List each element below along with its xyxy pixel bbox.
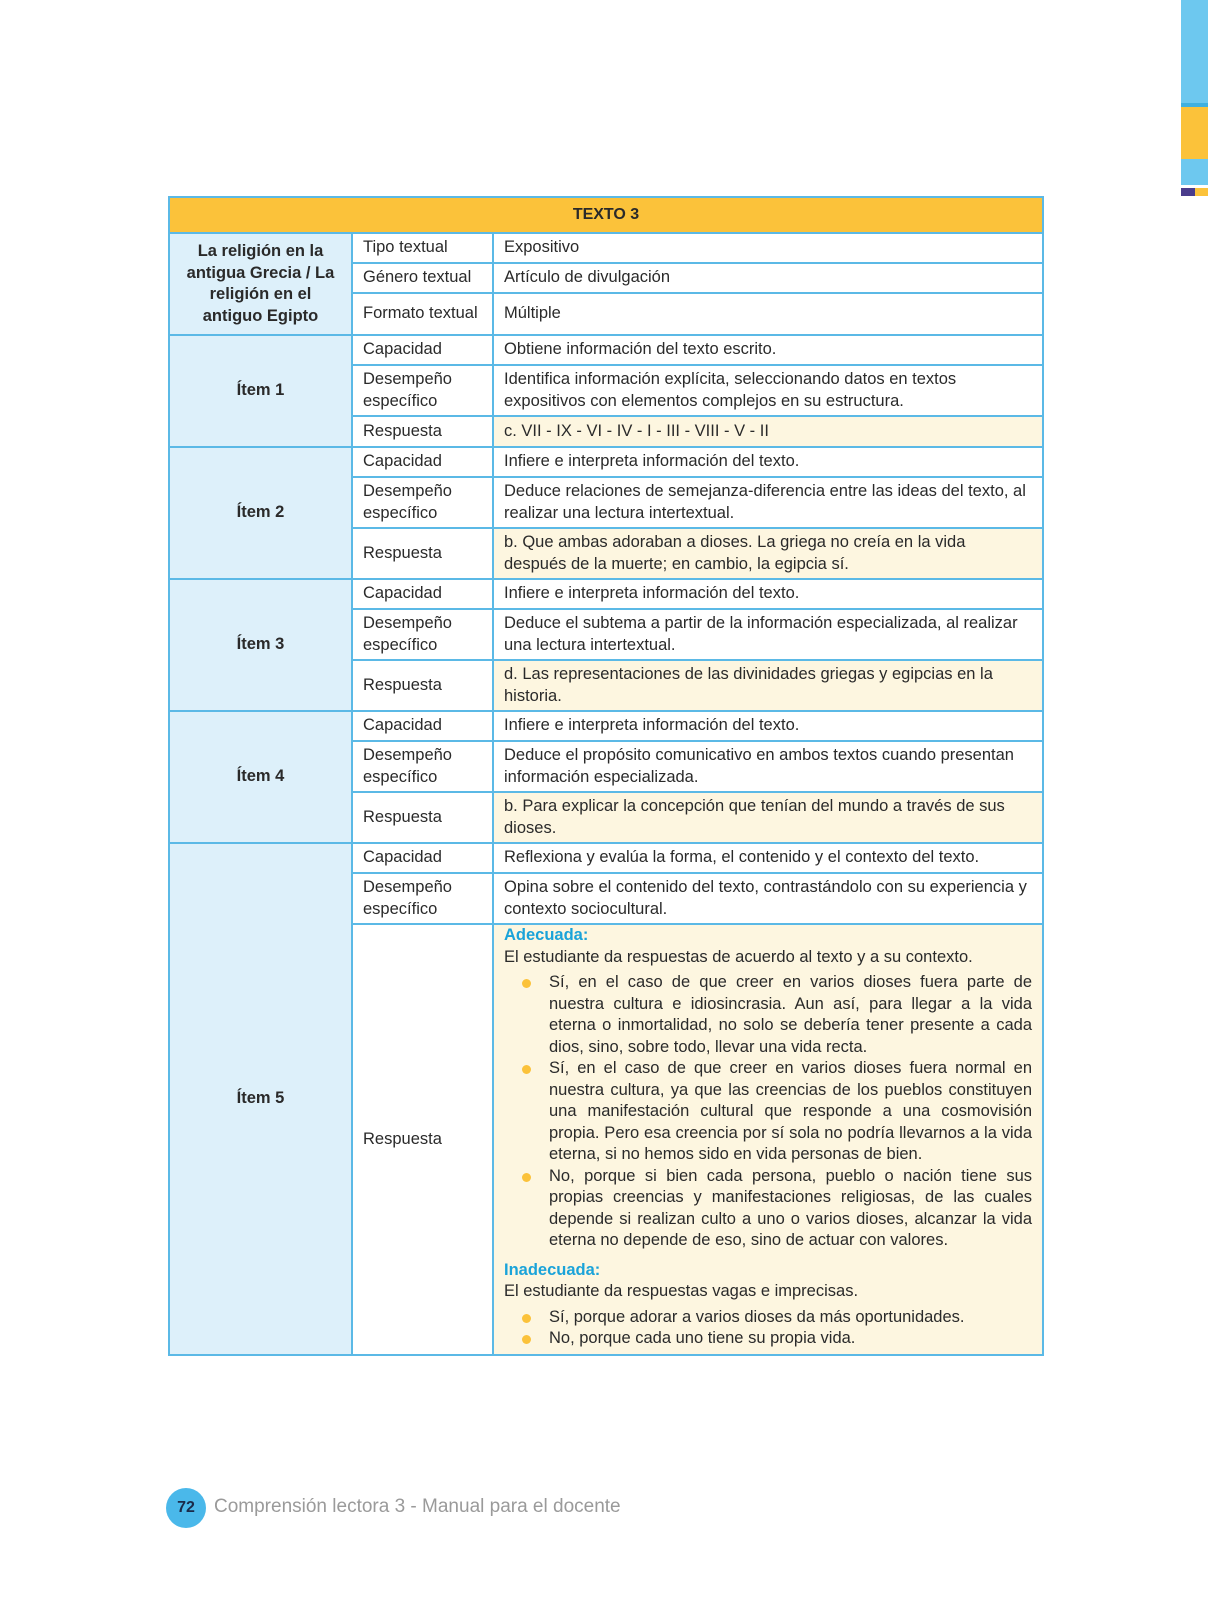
edge-decoration-blue [1181, 165, 1208, 185]
respuesta-label: Respuesta [352, 924, 493, 1355]
desempeno-label: Desempeño específico [352, 477, 493, 528]
table-heading: TEXTO 3 [169, 197, 1043, 233]
desempeno-value: Deduce relaciones de semejanza-diferencia entre las ideas del texto, al realizar una lectura intertextual. [493, 477, 1043, 528]
adecuada-description: El estudiante da respuestas de acuerdo al texto y a su contexto. [504, 947, 973, 966]
page-number: 72 [166, 1488, 206, 1528]
edge-decoration-purple [1181, 188, 1195, 196]
row-value: Artículo de divulgación [493, 263, 1043, 293]
capacidad-label: Capacidad [352, 447, 493, 477]
text-title: La religión en la antigua Grecia / La religión en el antiguo Egipto [169, 233, 352, 335]
capacidad-value: Obtiene información del texto escrito. [493, 335, 1043, 365]
capacidad-value: Infiere e interpreta información del texto. [493, 579, 1043, 609]
row-value: Múltiple [493, 293, 1043, 335]
desempeno-value: Deduce el subtema a partir de la información especializada, al realizar una lectura intertextual. [493, 609, 1043, 660]
list-item: No, porque si bien cada persona, pueblo o nación tiene sus propias creencias y manifestaciones religiosas, de las cuales depende si realizan culto a uno o varios dioses, alcanzar la vida eterna no depende de eso, sino de actuar con valores. [549, 1166, 1032, 1252]
list-item: Sí, en el caso de que creer en varios dioses fuera parte de nuestra cultura e idiosincrasia. Aun así, para llegar a la vida eterna o inmortalidad, no solo se debería tener presente a cada dios, sino, sobre todo, llevar una vida recta. [549, 972, 1032, 1058]
desempeno-value: Opina sobre el contenido del texto, contrastándolo con su experiencia y contexto sociocultural. [493, 873, 1043, 924]
respuesta-value: b. Que ambas adoraban a dioses. La griega no creía en la vida después de la muerte; en cambio, la egipcia sí. [493, 528, 1043, 579]
capacidad-label: Capacidad [352, 335, 493, 365]
inadecuada-title: Inadecuada: [504, 1260, 601, 1279]
list-item: Sí, porque adorar a varios dioses da más oportunidades. [549, 1307, 1032, 1329]
row-label: Tipo textual [352, 233, 493, 263]
inadecuada-description: El estudiante da respuestas vagas e imprecisas. [504, 1282, 859, 1300]
desempeno-label: Desempeño específico [352, 873, 493, 924]
capacidad-value: Reflexiona y evalúa la forma, el contenido y el contexto del texto. [493, 843, 1043, 873]
adecuada-list [504, 972, 1032, 1252]
respuesta-value: d. Las representaciones de las divinidades griegas y egipcias en la historia. [493, 660, 1043, 711]
row-value: Expositivo [493, 233, 1043, 263]
edge-decoration-yellow [1195, 188, 1208, 196]
respuesta-value: b. Para explicar la concepción que tenían del mundo a través de sus dioses. [493, 792, 1043, 843]
respuesta-value [493, 924, 1043, 1355]
list-item: No, porque cada uno tiene su propia vida. [549, 1328, 1032, 1350]
desempeno-label: Desempeño específico [352, 609, 493, 660]
capacidad-value: Infiere e interpreta información del texto. [493, 711, 1043, 741]
evaluation-table [168, 196, 1044, 1356]
respuesta-label: Respuesta [352, 528, 493, 579]
desempeno-value: Identifica información explícita, seleccionando datos en textos expositivos con elementos complejos en su estructura. [493, 365, 1043, 416]
edge-decoration-blue [1181, 0, 1208, 103]
respuesta-label: Respuesta [352, 416, 493, 447]
row-label: Formato textual [352, 293, 493, 335]
capacidad-label: Capacidad [352, 843, 493, 873]
item-label: Ítem 1 [169, 335, 352, 447]
desempeno-value: Deduce el propósito comunicativo en ambos textos cuando presentan información especializada. [493, 741, 1043, 792]
adecuada-title: Adecuada: [504, 926, 589, 944]
capacidad-label: Capacidad [352, 711, 493, 741]
list-item: Sí, en el caso de que creer en varios dioses fuera normal en nuestra cultura, ya que las creencias de los pueblos constituyen una manifestación cultural que responde a una cosmovisión propia. Pero esa creencia por sí sola no podría llevarnos a la vida eterna, si no hemos sido en vida personas de bien. [549, 1058, 1032, 1166]
row-label: Género textual [352, 263, 493, 293]
item-label: Ítem 4 [169, 711, 352, 843]
capacidad-label: Capacidad [352, 579, 493, 609]
respuesta-label: Respuesta [352, 792, 493, 843]
item-label: Ítem 2 [169, 447, 352, 579]
footer-title: Comprensión lectora 3 - Manual para el docente [214, 1496, 621, 1517]
capacidad-value: Infiere e interpreta información del texto. [493, 447, 1043, 477]
desempeno-label: Desempeño específico [352, 365, 493, 416]
respuesta-value: c. VII - IX - VI - IV - I - III - VIII - V - II [493, 416, 1043, 447]
respuesta-label: Respuesta [352, 660, 493, 711]
edge-decoration-yellow [1181, 107, 1208, 159]
item-label: Ítem 3 [169, 579, 352, 711]
inadecuada-list [504, 1307, 1032, 1350]
item-label: Ítem 5 [169, 843, 352, 1355]
desempeno-label: Desempeño específico [352, 741, 493, 792]
